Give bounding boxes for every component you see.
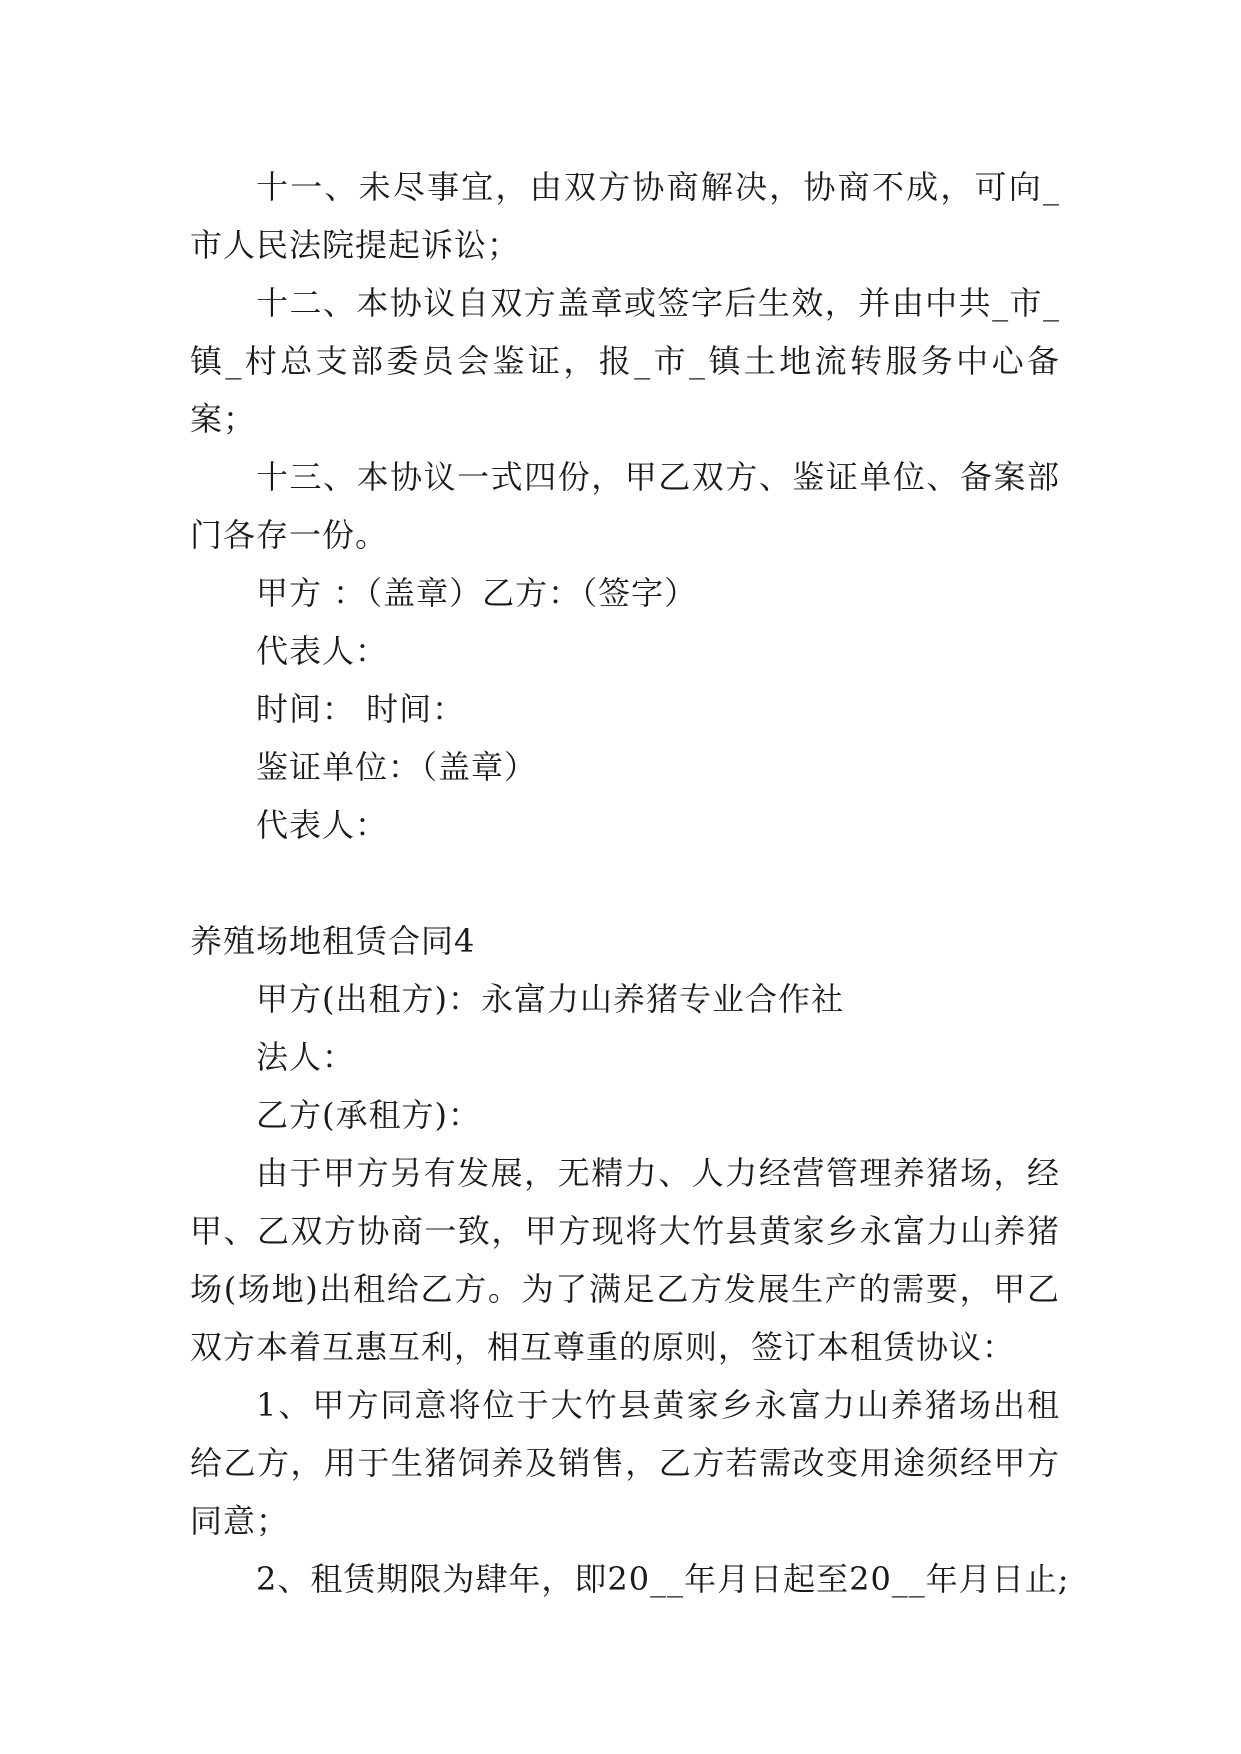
notary-unit-line: 鉴证单位：（盖章） <box>256 748 538 786</box>
contract-title: 养殖场地租赁合同4 <box>190 922 476 960</box>
clause-eleven: 十一、未尽事宜，由双方协商解决，协商不成，可向_市人民法院提起诉讼； <box>190 168 1060 264</box>
clause-twelve: 十二、本协议自双方盖章或签字后生效，并由中共_市_镇_村总支部委员会鉴证，报_市_镇土地流转服务中心备案； <box>190 284 1060 438</box>
representative-line: 代表人： <box>256 632 389 670</box>
party-b-line: 乙方(承租方)： <box>256 1096 481 1134</box>
document-body <box>190 158 1070 1608</box>
party-a-line: 甲方(出租方)：永富力山养猪专业合作社 <box>256 980 844 1018</box>
notary-representative-line: 代表人： <box>256 806 389 844</box>
legal-person-line: 法人： <box>256 1038 356 1076</box>
clause-two: 2、租赁期限为肆年，即20__年月日起至20__年月日止; <box>256 1560 1070 1598</box>
clause-thirteen: 十三、本协议一式四份，甲乙双方、鉴证单位、备案部门各存一份。 <box>190 458 1060 554</box>
signature-parties: 甲方 ：（盖章）乙方：（签字） <box>256 574 698 612</box>
clause-one: 1、甲方同意将位于大竹县黄家乡永富力山养猪场出租给乙方，用于生猪饲养及销售，乙方若需改变用途须经甲方同意； <box>190 1386 1060 1540</box>
time-line: 时间： 时间： <box>256 690 466 728</box>
intro-paragraph: 由于甲方另有发展，无精力、人力经营管理养猪场，经甲、乙双方协商一致，甲方现将大竹县黄家乡永富力山养猪场(场地)出租给乙方。为了满足乙方发展生产的需要，甲乙双方本着互惠互利，相互尊重的原则，签订本租赁协议： <box>190 1154 1060 1366</box>
